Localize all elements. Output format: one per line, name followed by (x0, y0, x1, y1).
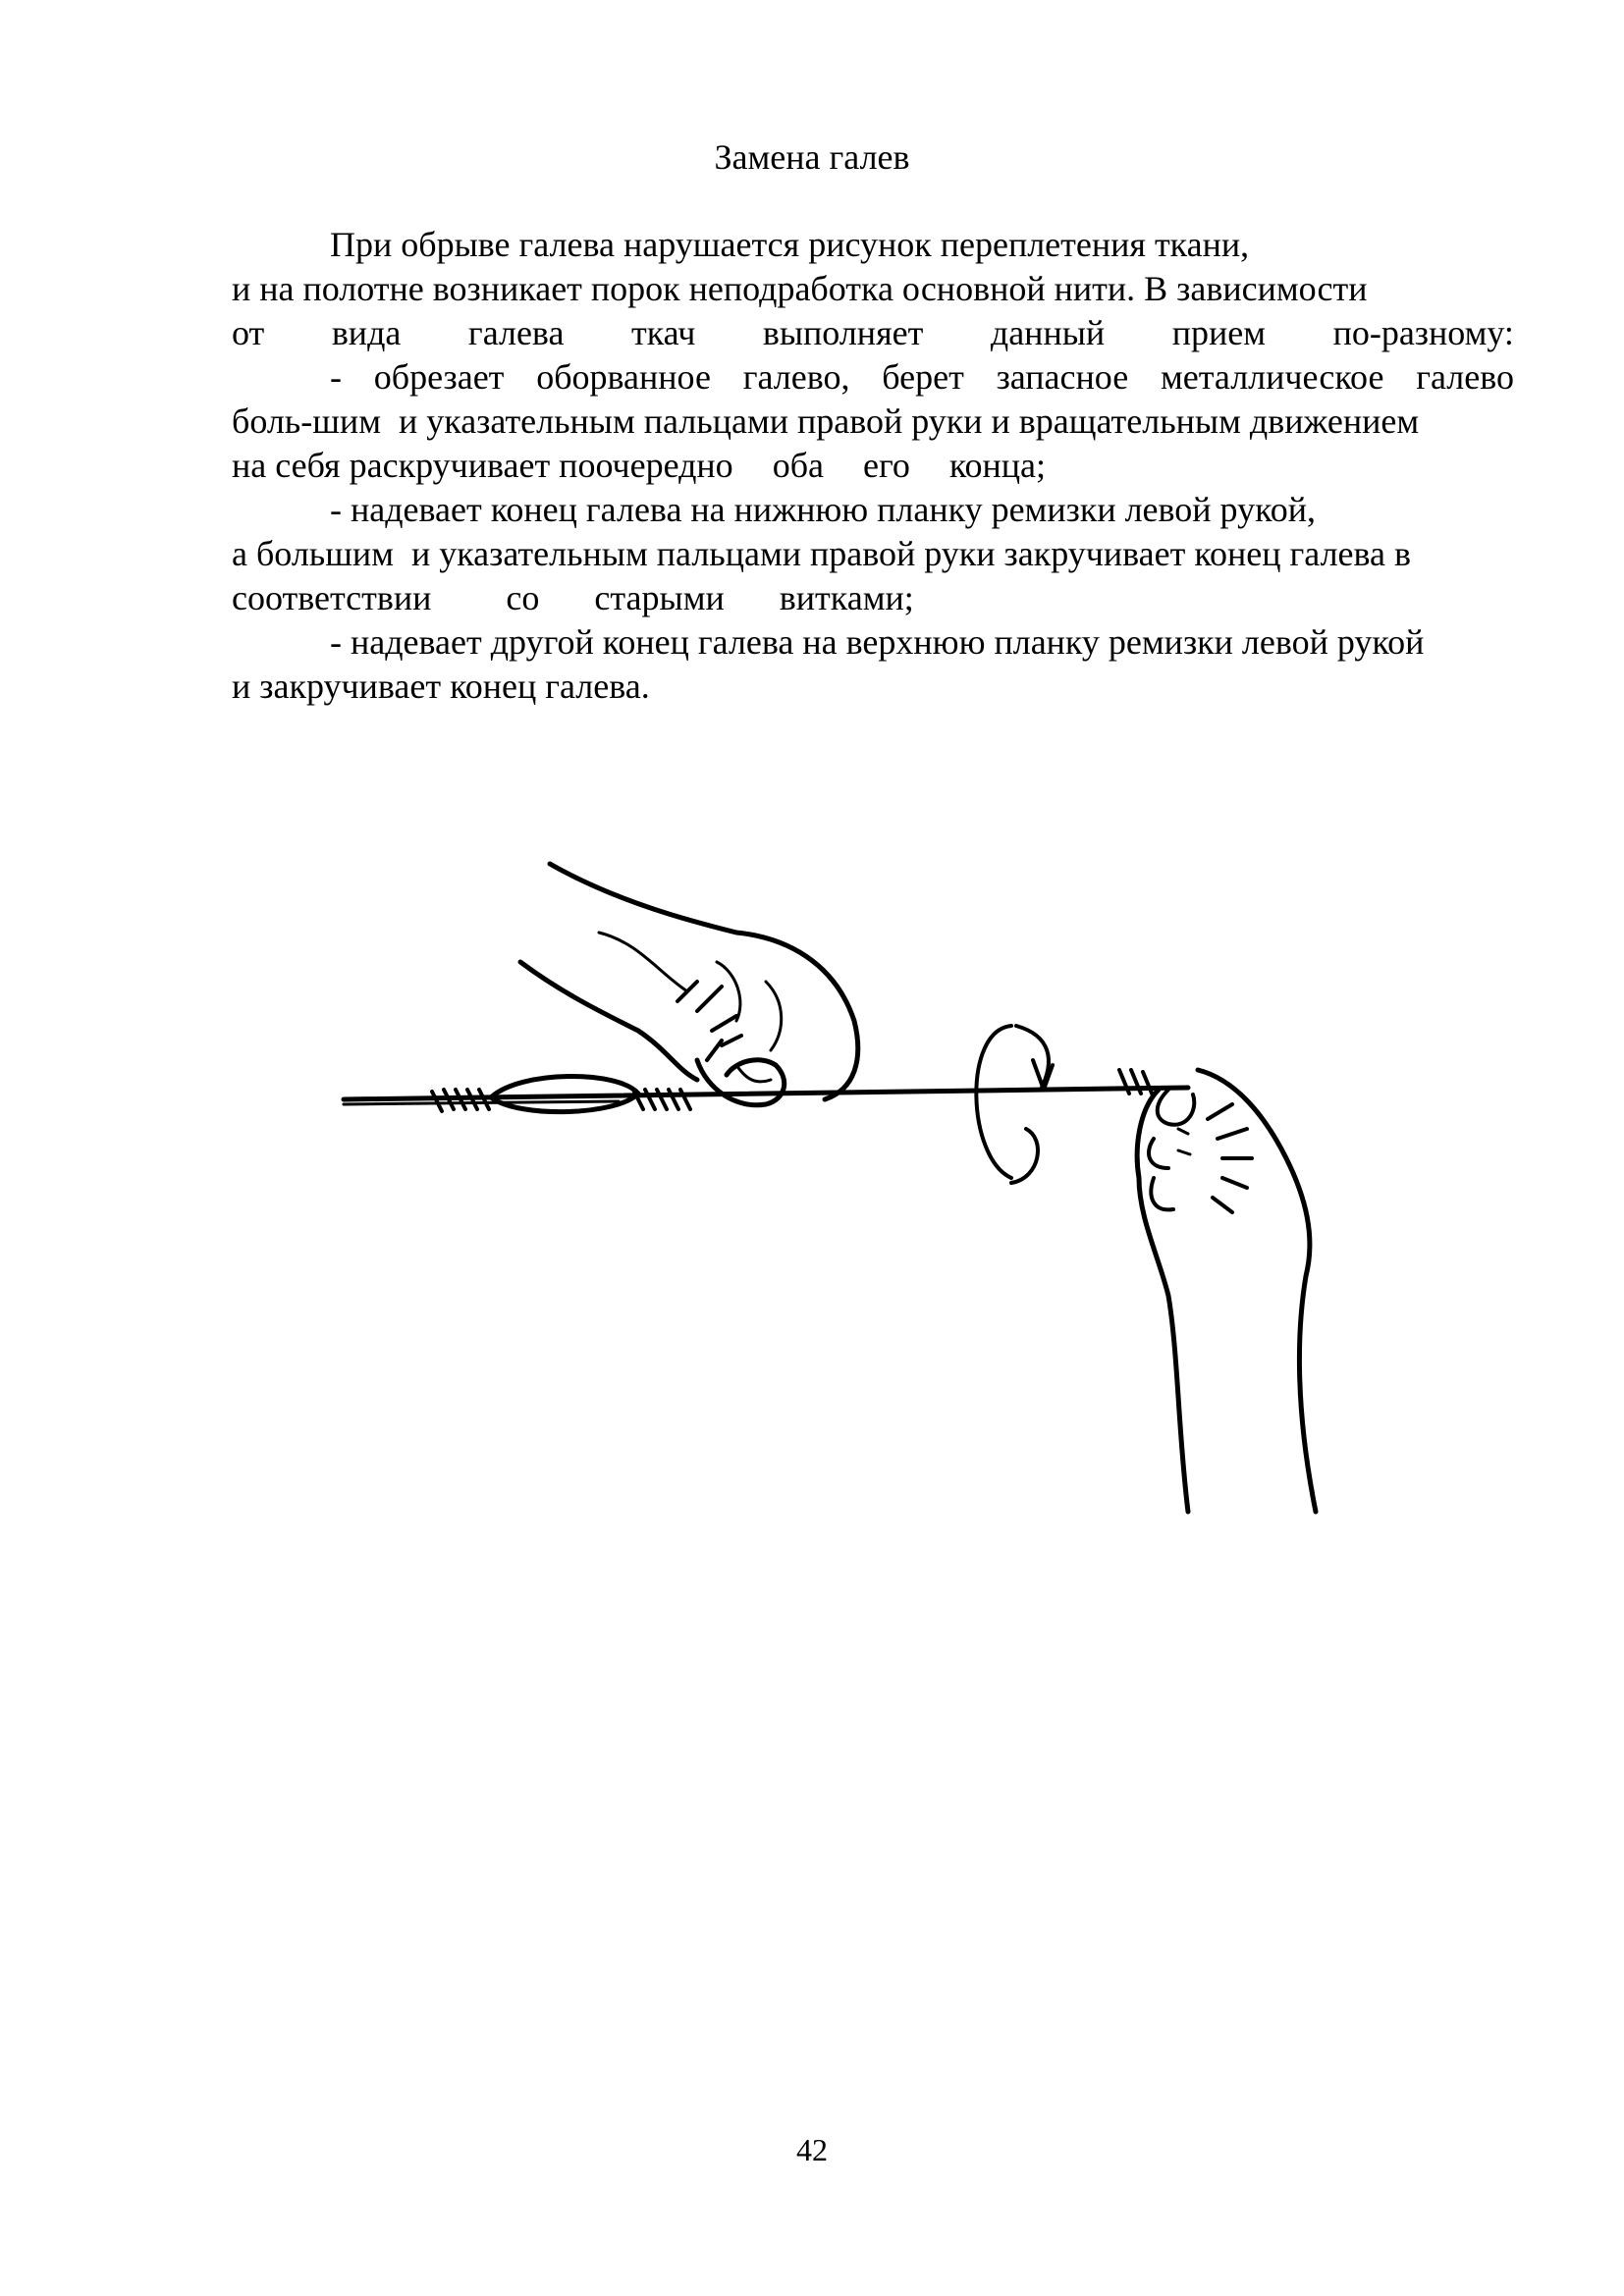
word: галево (1416, 357, 1514, 397)
word: старыми (594, 578, 725, 617)
word: прием (1171, 313, 1267, 352)
paragraph-2-line-3 (232, 444, 1514, 488)
word: ткач (630, 313, 696, 352)
word: конца; (948, 446, 1047, 485)
word: витками; (779, 578, 914, 617)
paragraph-3-line-1: - надевает конец галева на нижнюю планку ремизки левой рукой, (330, 490, 1316, 529)
word: обрезает (373, 357, 505, 397)
paragraph-1-line-2: и на полотне возникает порок неподработка основной нити. В зависимости (232, 269, 1368, 308)
word: галева (467, 313, 565, 352)
paragraph-2-line-1 (232, 355, 1514, 400)
section-title: Замена галев (714, 137, 910, 177)
word: на себя раскручивает поочередно (232, 446, 733, 485)
word: данный (990, 313, 1106, 352)
word: металлическое (1160, 357, 1384, 397)
paragraph-4-line-1: - надевает другой конец галева на верхнюю планку ремизки левой рукой (330, 622, 1425, 662)
word: оба (772, 446, 824, 485)
holding-hand (1137, 1070, 1316, 1512)
page-number: 42 (796, 2132, 828, 2167)
paragraph-2-line-2: боль-шим и указательным пальцами правой руки и вращательным движением (232, 401, 1420, 441)
word: по-разному: (1332, 313, 1514, 352)
rotation-arrow-icon (976, 1026, 1053, 1183)
paragraph-4-line-2: и закручивает конец галева. (232, 667, 650, 706)
word: от (232, 313, 265, 352)
word: оборванное (536, 357, 711, 397)
word: - (330, 357, 342, 397)
word: его (862, 446, 910, 485)
word: вида (331, 313, 402, 352)
word: галево, (742, 357, 850, 397)
word: выполняет (762, 313, 924, 352)
twisting-hand (520, 864, 858, 1105)
word: со (506, 578, 540, 617)
paragraph-1-line-1: При обрыве галева нарушается рисунок переплетения ткани, (330, 225, 1250, 264)
paragraph-3-line-2: а большим и указательным пальцами правой руки закручивает конец галева в (232, 534, 1412, 573)
heddle-replacement-illustration (324, 766, 1424, 1551)
paragraph-3-line-3 (232, 576, 1514, 620)
word: соответствии (232, 578, 432, 617)
word: запасное (996, 357, 1129, 397)
body-text (232, 223, 1514, 709)
paragraph-1-line-3 (232, 311, 1514, 355)
word: берет (882, 357, 964, 397)
